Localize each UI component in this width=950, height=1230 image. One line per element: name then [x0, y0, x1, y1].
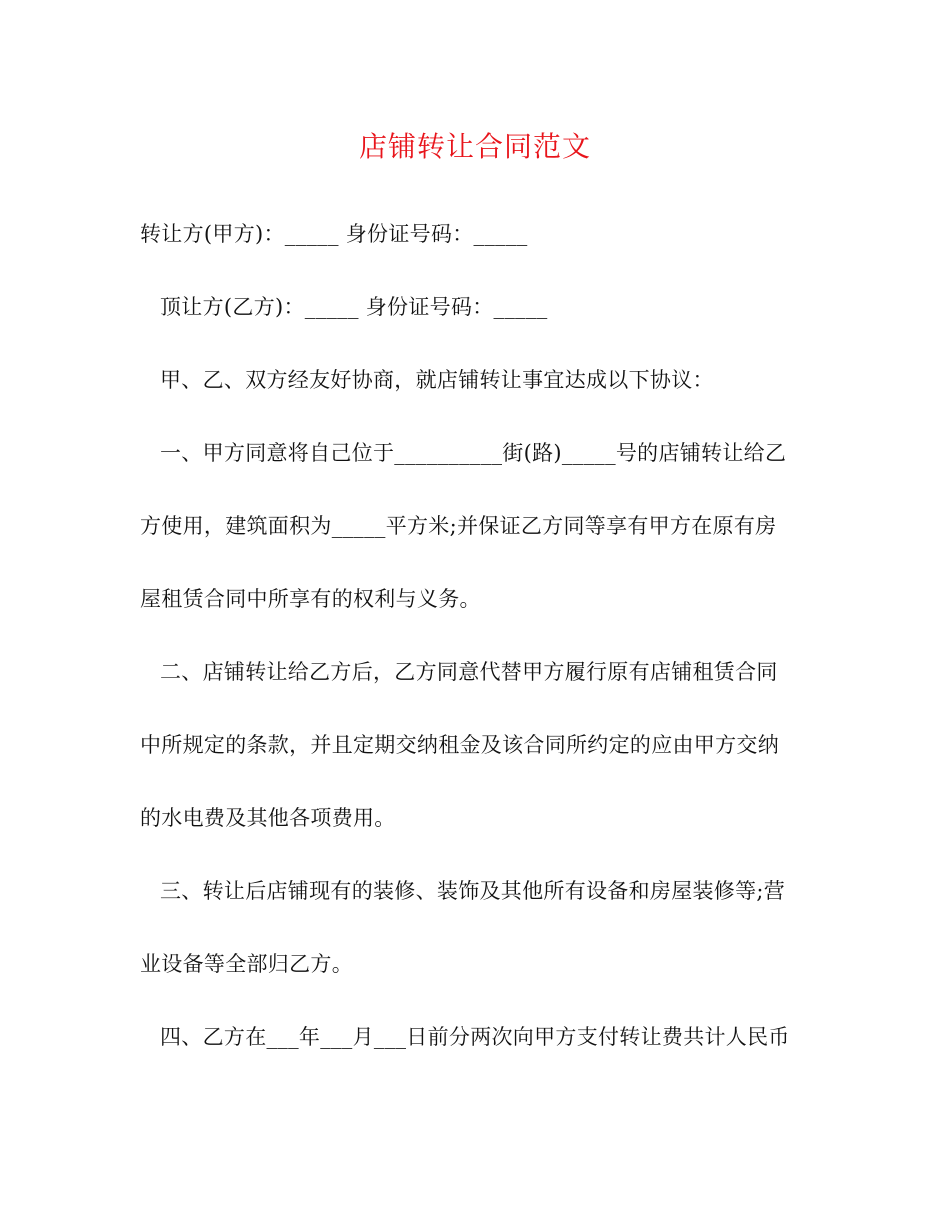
clause-2-line-1: 二、店铺转让给乙方后，乙方同意代替甲方履行原有店铺租赁合同: [160, 660, 778, 684]
clause-2-line-3: 的水电费及其他各项费用。: [140, 806, 396, 830]
party-a-line: 转让方(甲方)：_____ 身份证号码：_____: [140, 222, 528, 246]
clause-4-line-1: 四、乙方在___年___月___日前分两次向甲方支付转让费共计人民币: [160, 1025, 790, 1049]
agreement-intro-line: 甲、乙、双方经友好协商，就店铺转让事宜达成以下协议：: [160, 368, 714, 392]
clause-1-line-3: 屋租赁合同中所享有的权利与义务。: [140, 587, 481, 611]
clause-1-line-2: 方使用，建筑面积为_____平方米;并保证乙方同等享有甲方在原有房: [140, 514, 777, 538]
party-b-line: 顶让方(乙方)：_____ 身份证号码：_____: [160, 295, 548, 319]
document-title: 店铺转让合同范文: [358, 130, 591, 163]
clause-3-line-1: 三、转让后店铺现有的装修、装饰及其他所有设备和房屋装修等;营: [160, 879, 786, 903]
clause-2-line-2: 中所规定的条款，并且定期交纳租金及该合同所约定的应由甲方交纳: [140, 733, 779, 757]
clause-3-line-2: 业设备等全部归乙方。: [140, 952, 353, 976]
clause-1-line-1: 一、甲方同意将自己位于__________街(路)_____号的店铺转让给乙: [160, 441, 787, 465]
